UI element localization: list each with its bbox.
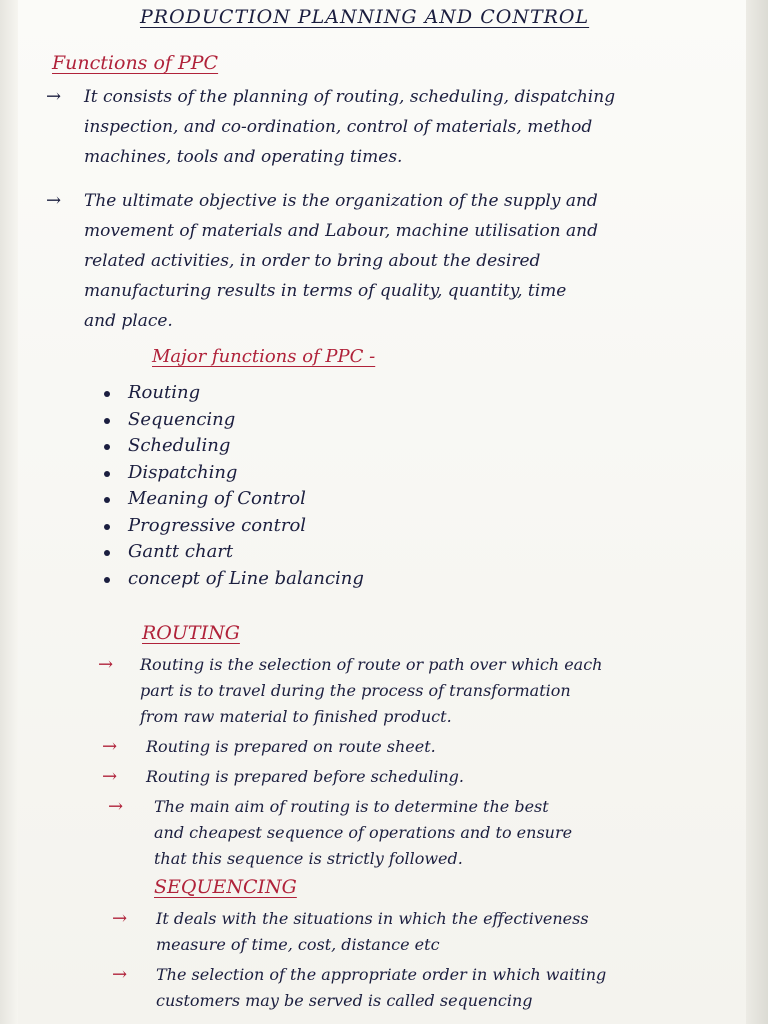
- list-item-label: Meaning of Control: [128, 488, 306, 509]
- text-line: machines, tools and operating times.: [84, 147, 403, 167]
- page-title: PRODUCTION PLANNING AND CONTROL: [140, 6, 590, 28]
- list-item-label: Gantt chart: [128, 541, 234, 562]
- arrow-icon: →: [98, 654, 114, 675]
- list-item-label: concept of Line balancing: [128, 567, 364, 589]
- list-item: [104, 460, 364, 487]
- text-line: The selection of the appropriate order in which waiting: [156, 965, 607, 984]
- bullet-icon: [104, 524, 110, 530]
- page-spine: [746, 0, 768, 1024]
- list-item-label: Dispatching: [128, 461, 238, 483]
- routing-heading: ROUTING: [142, 622, 240, 644]
- text-line: and cheapest sequence of operations and to ensure: [154, 823, 573, 842]
- text-line: part is to travel during the process of transformation: [140, 681, 571, 700]
- text-line: that this sequence is strictly followed.: [154, 849, 463, 868]
- text-line: related activities, in order to bring about the desired: [84, 251, 541, 271]
- text-line: inspection, and co-ordination, control of materials, method: [84, 117, 593, 137]
- list-item: [104, 407, 364, 434]
- text-line: from raw material to finished product.: [140, 707, 452, 726]
- text-line: and place.: [84, 311, 173, 331]
- bullet-icon: [104, 444, 110, 450]
- list-item: [104, 486, 364, 513]
- list-item: [104, 380, 364, 407]
- list-item: [104, 513, 364, 540]
- routing-point-1: [98, 652, 603, 730]
- functions-heading: Functions of PPC: [52, 52, 219, 74]
- list-item-label: Scheduling: [128, 435, 231, 456]
- text-line: customers may be served is called sequencing: [156, 991, 533, 1010]
- list-item: [104, 566, 364, 593]
- text-line: It deals with the situations in which the effectiveness: [156, 909, 589, 928]
- text-line: Routing is prepared before scheduling.: [146, 767, 464, 786]
- functions-paragraph-1: [46, 82, 616, 172]
- list-item-label: Routing: [128, 382, 201, 403]
- functions-paragraph-2: [46, 186, 599, 336]
- text-line: measure of time, cost, distance etc: [156, 935, 440, 954]
- text-line: The ultimate objective is the organization of the supply and: [84, 191, 598, 211]
- text-line: manufacturing results in terms of quality, quantity, time: [84, 281, 567, 301]
- text-line: Routing is prepared on route sheet.: [146, 737, 436, 756]
- sequencing-point-2: [112, 962, 607, 1014]
- text-line: movement of materials and Labour, machine utilisation and: [84, 221, 599, 241]
- bullet-icon: [104, 391, 110, 397]
- bullet-icon: [104, 577, 110, 583]
- bullet-icon: [104, 418, 110, 424]
- text-line: The main aim of routing is to determine the best: [154, 797, 549, 816]
- arrow-icon: →: [108, 796, 124, 817]
- list-item: [104, 433, 364, 460]
- arrow-icon: →: [102, 736, 118, 757]
- arrow-icon: →: [46, 86, 62, 107]
- routing-point-4: [108, 794, 573, 872]
- sequencing-point-1: [112, 906, 589, 958]
- major-functions-heading: Major functions of PPC -: [152, 346, 376, 367]
- bullet-icon: [104, 471, 110, 477]
- arrow-icon: →: [102, 766, 118, 787]
- routing-point-3: [102, 764, 464, 790]
- major-functions-list: [104, 380, 364, 592]
- routing-point-2: [102, 734, 436, 760]
- text-line: Routing is the selection of route or path over which each: [140, 655, 603, 674]
- bullet-icon: [104, 550, 110, 556]
- page-left-edge: [0, 0, 18, 1024]
- arrow-icon: →: [112, 908, 128, 929]
- arrow-icon: →: [112, 964, 128, 985]
- list-item: [104, 539, 364, 566]
- arrow-icon: →: [46, 190, 62, 211]
- bullet-icon: [104, 497, 110, 503]
- text-line: It consists of the planning of routing, scheduling, dispatching: [84, 87, 616, 107]
- list-item-label: Sequencing: [128, 408, 236, 430]
- sequencing-heading: SEQUENCING: [154, 876, 297, 898]
- list-item-label: Progressive control: [128, 514, 307, 536]
